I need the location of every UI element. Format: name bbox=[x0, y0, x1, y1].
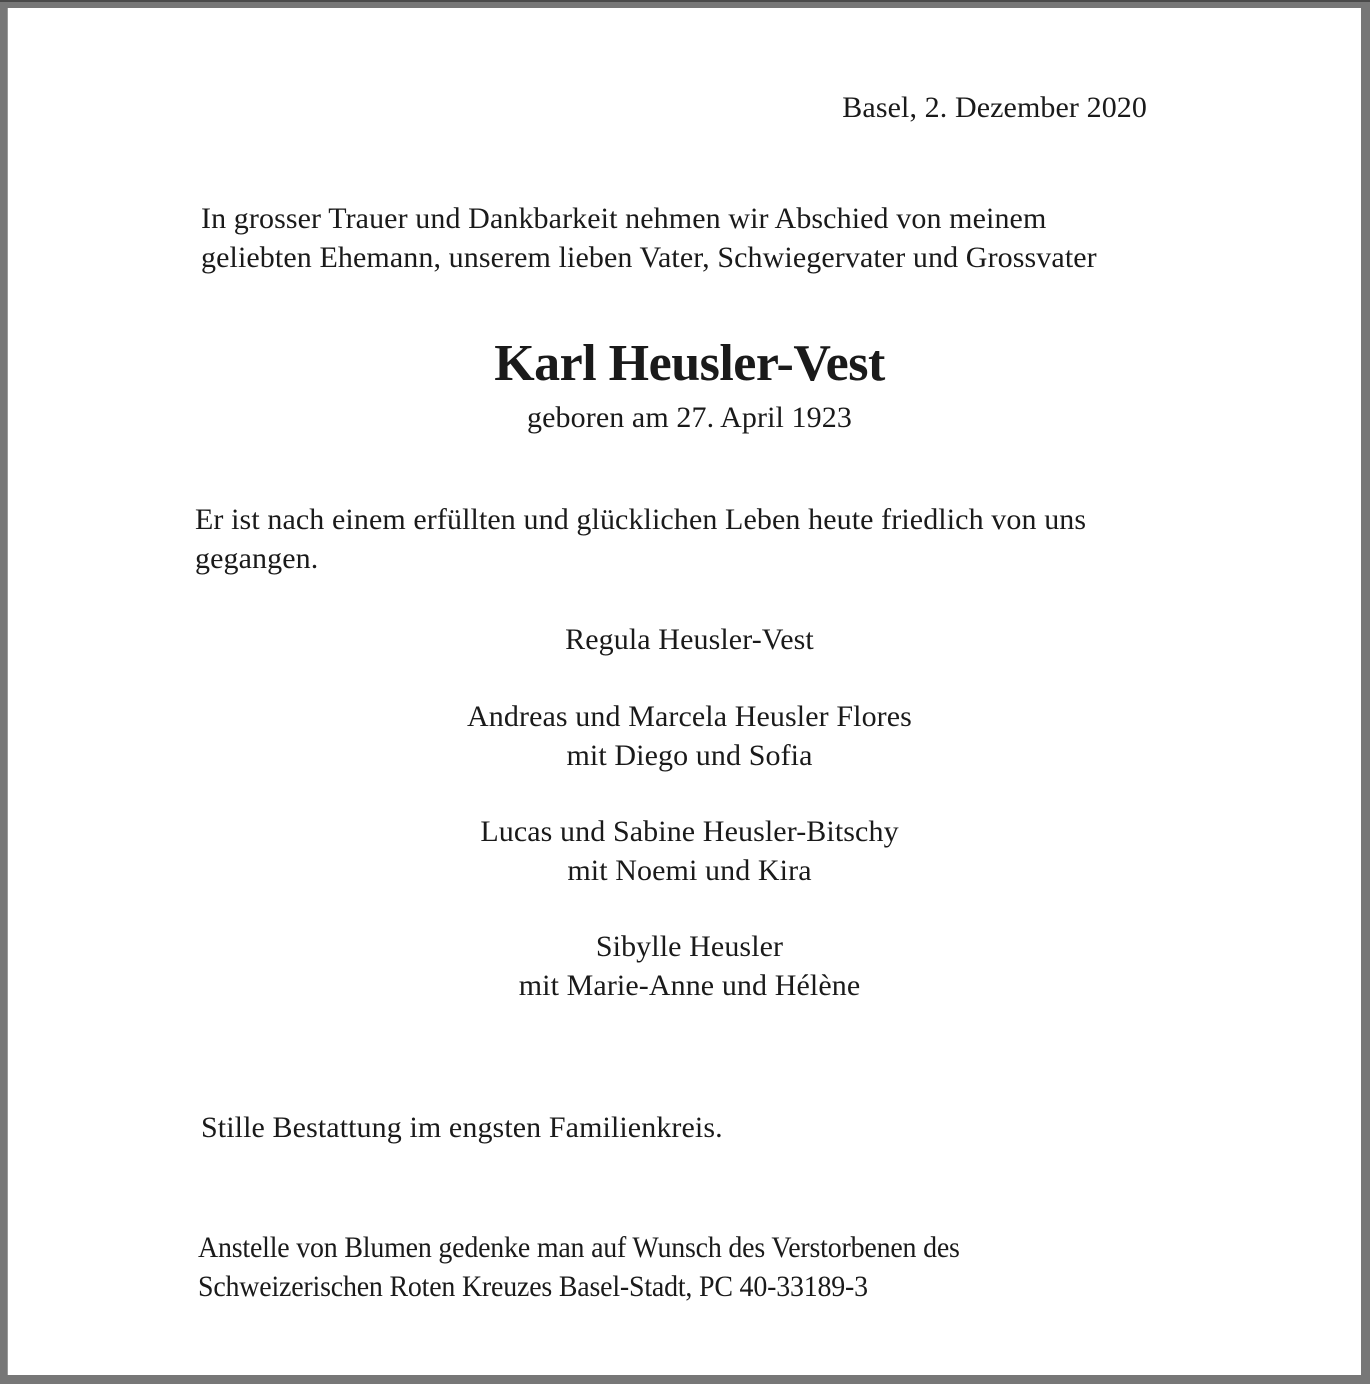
viewer-frame-edge bbox=[0, 0, 1370, 2]
intro-line: In grosser Trauer und Dankbarkeit nehmen wir Abschied von meinem bbox=[201, 202, 1047, 235]
donation-paragraph bbox=[198, 1228, 960, 1306]
passing-line: Er ist nach einem erfüllten und glücklichen Leben heute friedlich von uns bbox=[195, 503, 1087, 536]
intro-line: geliebten Ehemann, unserem lieben Vater, Schwiegervater und Grossvater bbox=[201, 241, 1097, 274]
mourner-line: mit Diego und Sofia bbox=[566, 739, 813, 772]
donation-line: Schweizerischen Roten Kreuzes Basel-Stadt, PC 40-33189-3 bbox=[198, 1270, 868, 1303]
document-page bbox=[8, 8, 1361, 1375]
mourner-group bbox=[8, 697, 1370, 775]
mourner-line: mit Noemi und Kira bbox=[567, 854, 812, 887]
mourner-line: Sibylle Heusler bbox=[595, 930, 784, 963]
passing-paragraph bbox=[195, 500, 1086, 578]
burial-note: Stille Bestattung im engsten Familienkreis. bbox=[201, 1111, 723, 1144]
intro-paragraph bbox=[201, 199, 1097, 277]
birth-date-line: geboren am 27. April 1923 bbox=[527, 401, 852, 434]
mourner-line: mit Marie-Anne und Hélène bbox=[518, 969, 861, 1002]
deceased-name: Karl Heusler-Vest bbox=[494, 335, 885, 392]
date-line: Basel, 2. Dezember 2020 bbox=[842, 91, 1147, 124]
mourner-line: Andreas und Marcela Heusler Flores bbox=[467, 700, 912, 733]
mourner-line: Lucas und Sabine Heusler-Bitschy bbox=[480, 815, 899, 848]
mourner-group bbox=[8, 620, 1370, 659]
mourner-line: Regula Heusler-Vest bbox=[565, 623, 814, 656]
mourner-group bbox=[8, 812, 1370, 890]
passing-line: gegangen. bbox=[195, 542, 319, 575]
mourner-group bbox=[8, 927, 1370, 1005]
donation-line: Anstelle von Blumen gedenke man auf Wunsch des Verstorbenen des bbox=[198, 1231, 960, 1264]
